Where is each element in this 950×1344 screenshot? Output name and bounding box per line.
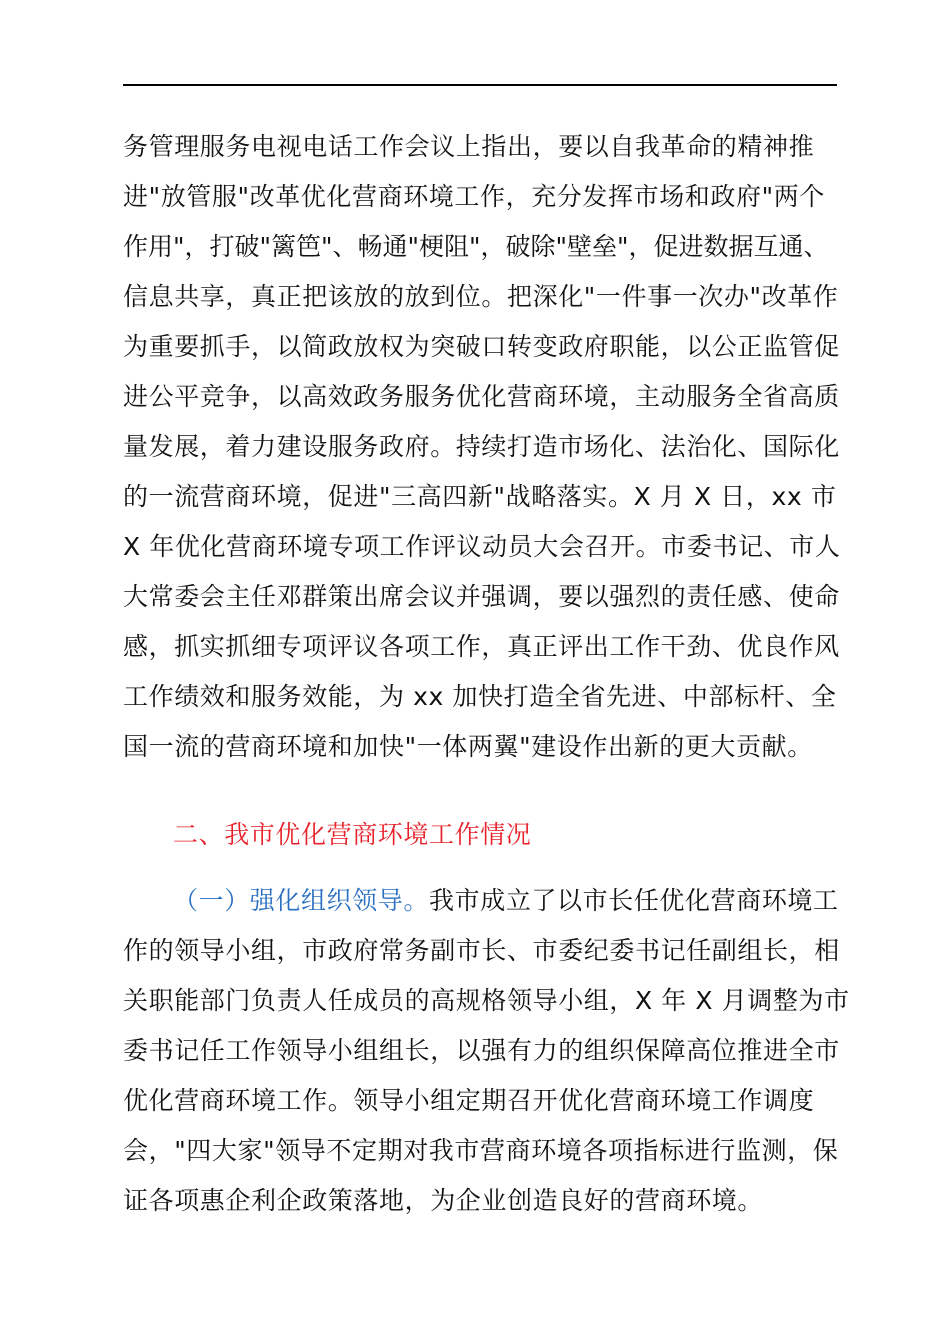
text-line: 关职能部门负责人任成员的高规格领导小组，X 年 X 月调整为市 [123, 986, 850, 1015]
paragraph-spacer [123, 772, 837, 810]
text-line: 优化营商环境工作。领导小组定期召开优化营商环境工作调度 [123, 1086, 815, 1115]
text-line: 大常委会主任邓群策出席会议并强调，要以强烈的责任感、使命 [123, 582, 840, 611]
paragraph-2 [123, 876, 850, 1226]
text-line [123, 876, 837, 926]
text-line: 为重要抓手，以简政放权为突破口转变政府职能，以公正监管促 [123, 332, 840, 361]
text-line: 工作绩效和服务效能，为 xx 加快打造全省先进、中部标杆、全 [123, 682, 837, 711]
text-span: 我市成立了以市长任优化营商环境工 [429, 886, 839, 915]
paragraph-1 [123, 122, 841, 772]
text-line: 的一流营商环境，促进"三高四新"战略落实。X 月 X 日，xx 市 [123, 482, 837, 511]
document-body [123, 122, 850, 1226]
section-heading: 二、我市优化营商环境工作情况 [173, 820, 532, 849]
text-line: 量发展，着力建设服务政府。持续打造市场化、法治化、国际化 [123, 432, 840, 461]
text-line: 作的领导小组，市政府常务副市长、市委纪委书记任副组长，相 [123, 936, 840, 965]
text-line: X 年优化营商环境专项工作评议动员大会召开。市委书记、市人 [123, 532, 841, 561]
text-line: 会，"四大家"领导不定期对我市营商环境各项指标进行监测，保 [123, 1136, 839, 1165]
text-line: 国一流的营商环境和加快"一体两翼"建设作出新的更大贡献。 [123, 732, 813, 761]
header-rule [123, 84, 837, 86]
text-line: 作用"，打破"篱笆"、畅通"梗阻"，破除"壁垒"，促进数据互通、 [123, 232, 829, 261]
text-line: 感，抓实抓细专项评议各项工作，真正评出工作干劲、优良作风 [123, 632, 840, 661]
text-line: 进"放管服"改革优化营商环境工作，充分发挥市场和政府"两个 [123, 182, 825, 211]
text-line: 务管理服务电视电话工作会议上指出，要以自我革命的精神推 [123, 132, 815, 161]
text-line: 证各项惠企利企政策落地，为企业创造良好的营商环境。 [123, 1186, 764, 1215]
text-line: 进公平竞争，以高效政务服务优化营商环境，主动服务全省高质 [123, 382, 840, 411]
subsection-heading: （一）强化组织领导。 [173, 886, 430, 915]
text-line: 委书记任工作领导小组组长，以强有力的组织保障高位推进全市 [123, 1036, 840, 1065]
paragraph-spacer [123, 860, 837, 876]
text-line: 信息共享，真正把该放的放到位。把深化"一件事一次办"改革作 [123, 282, 839, 311]
